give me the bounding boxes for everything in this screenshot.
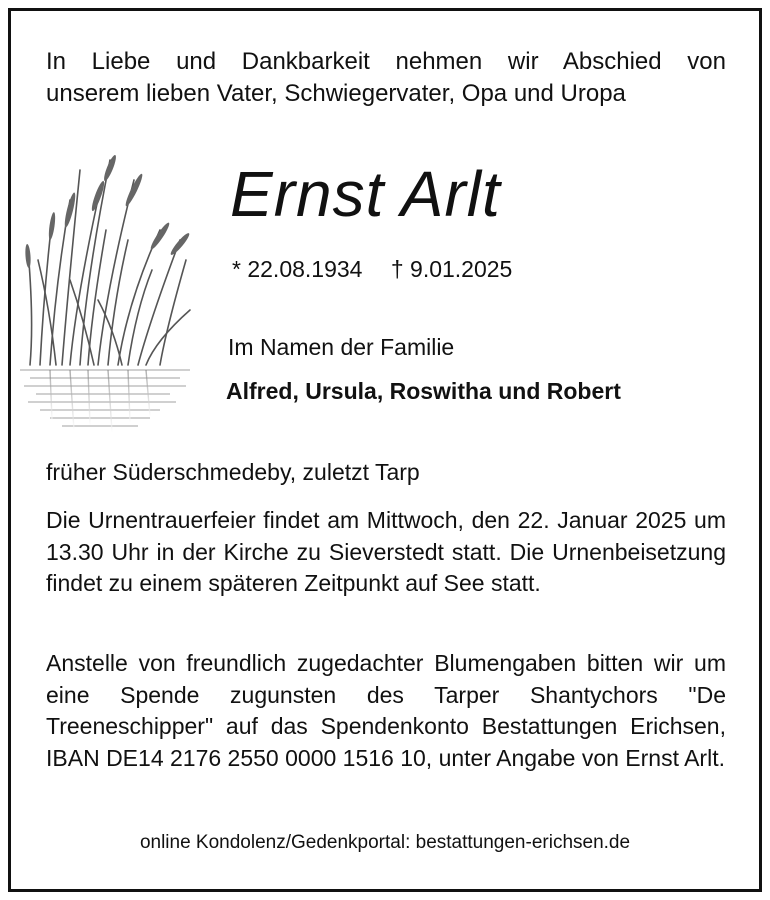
life-dates	[232, 254, 534, 284]
intro-line-1: In Liebe und Dankbarkeit nehmen wir Abschied von	[46, 48, 726, 75]
death-date: † 9.01.2025	[390, 256, 513, 282]
reeds-reflection-image	[10, 140, 200, 440]
family-intro: Im Namen der Familie	[228, 334, 455, 360]
deceased-name: Ernst Arlt	[230, 158, 501, 230]
ceremony-paragraph: Die Urnentrauerfeier findet am Mittwoch, den 22. Januar 2025 um 13.30 Uhr in der Kirche zu Sieverstedt statt. Die Urnenbeisetzung findet zu einem späteren Zeitpunkt auf See statt.	[46, 507, 726, 596]
family-names: Alfred, Ursula, Roswitha und Robert	[226, 378, 621, 404]
intro-text	[46, 46, 726, 110]
origin-text: früher Süderschmedeby, zuletzt Tarp	[46, 459, 420, 485]
birth-date: * 22.08.1934	[232, 256, 363, 282]
donation-paragraph: Anstelle von freundlich zugedachter Blumengaben bitten wir um eine Spende zugunsten des Tarper Shantychors "De Treeneschipper" auf das Spendenkonto Bestattungen Erichsen, IBAN DE14 2176 2550 0000 1516 10, unter Angabe von Ernst Arlt.	[46, 650, 726, 771]
condolence-portal-footer: online Kondolenz/Gedenkportal: bestattungen-erichsen.de	[139, 832, 631, 853]
intro-line-2: unserem lieben Vater, Schwiegervater, Opa und Uropa	[46, 80, 626, 107]
